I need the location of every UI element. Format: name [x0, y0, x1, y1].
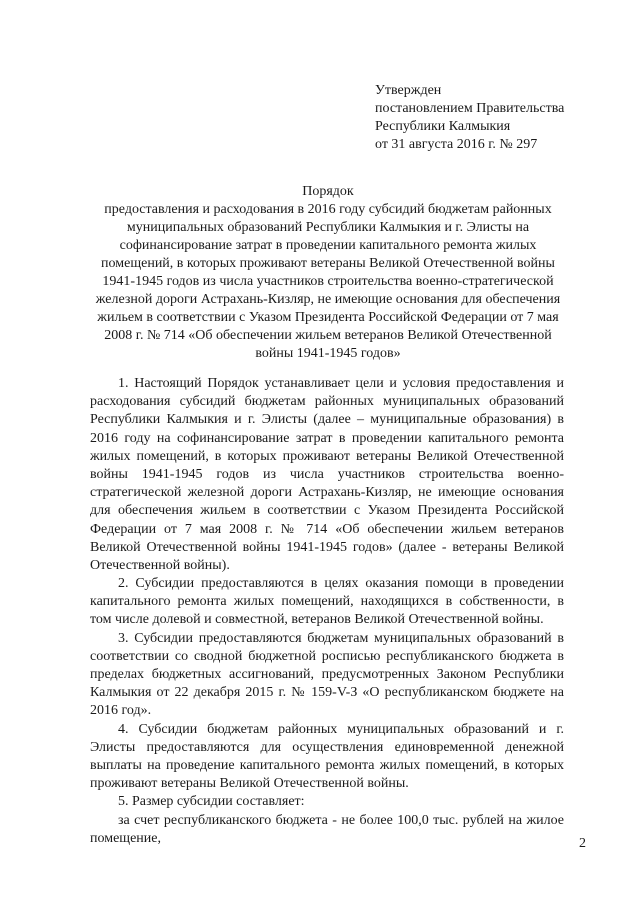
document-title: Порядок	[302, 184, 354, 199]
body-line: 1. Настоящий Порядок устанавливает цели и условия предоставления и	[118, 376, 564, 391]
subtitle-line: жильем в соответствии с Указом Президента Российской Федерации от 7 мая	[97, 310, 559, 325]
body-line: помещение,	[90, 830, 161, 846]
body-line: 3. Субсидии предоставляются бюджетам муниципальных образований в	[118, 630, 564, 646]
body-line: Элисты предоставляются для осуществления единовременной денежной	[90, 739, 564, 755]
body-line: войны 1941-1945 годов из числа участников строительства военно-	[90, 466, 564, 482]
body-line: Отечественной войны).	[90, 557, 230, 573]
body-line: жилых помещений, в которых проживают ветераны Великой Отечественной	[90, 448, 564, 464]
body-line: за счет республиканского бюджета - не более 100,0 тыс. рублей на жилое	[118, 812, 564, 828]
page-number: 2	[579, 836, 586, 851]
subtitle-line: железной дороги Астрахань-Кизляр, не имеющие основания для обеспечения	[95, 292, 561, 307]
body-line: капитального ремонта жилых помещений, находящихся в собственности, в	[90, 594, 564, 610]
body-line: для обеспечения жильем в соответствии с Указом Президента Российской	[90, 503, 564, 519]
body-line: выплаты на проведение капитального ремонта жилых помещений, в которых	[90, 757, 564, 773]
approval-line: Утвержден	[375, 83, 442, 98]
subtitle-line: 2008 г. № 714 «Об обеспечении жильем ветеранов Великой Отечественной	[104, 328, 552, 343]
body-line: 4. Субсидии бюджетам районных муниципальных образований и г.	[118, 721, 564, 737]
body-line: Федерации от 7 мая 2008 г. № 714 «Об обеспечении жильем ветеранов	[90, 521, 564, 537]
approval-date-line: от 31 августа 2016 г. № 297	[375, 137, 538, 152]
subtitle-line: предоставления и расходования в 2016 году субсидий бюджетам районных	[104, 202, 552, 217]
subtitle-line: войны 1941-1945 годов»	[255, 346, 401, 361]
subtitle-line: помещений, в которых проживают ветераны Великой Отечественной войны	[101, 256, 555, 271]
body-line: 2016 год».	[90, 703, 152, 719]
body-line: Республики Калмыкия и г. Элисты (далее – муниципальные образования) в	[90, 412, 564, 428]
body-line: пределах бюджетных ассигнований, предусмотренных Законом Республики	[90, 667, 564, 682]
body-line: проживают ветераны Великой Отечественной войны.	[90, 776, 409, 792]
body-line: 2. Субсидии предоставляются в целях оказания помощи в проведении	[118, 576, 564, 592]
body-line: том числе долевой и совместной, ветеранов Великой Отечественной войны.	[90, 612, 544, 628]
subtitle-line: 1941-1945 годов из числа участников строительства военно-стратегической	[102, 274, 554, 289]
body-line: расходования субсидий бюджетам районных муниципальных образований	[90, 394, 564, 410]
body-line: соответствии со сводной бюджетной росписью республиканского бюджета в	[90, 648, 564, 664]
body-line: 2016 году на софинансирование затрат в проведении капитального ремонта	[90, 430, 564, 446]
approval-stamp	[375, 82, 564, 154]
subtitle-line: муниципальных образований Республики Калмыкия и г. Элисты на	[126, 220, 530, 235]
body-line: стратегической железной дороги Астрахань-Кизляр, не имеющие основания	[90, 485, 564, 501]
body-line: 5. Размер субсидии составляет:	[118, 794, 305, 810]
body-line: Великой Отечественной войны 1941-1945 годов» (далее - ветераны Великой	[90, 539, 564, 555]
approval-line: Республики Калмыкия	[375, 119, 511, 134]
document-body	[90, 375, 564, 848]
body-line: Калмыкия от 22 декабря 2015 г. № 159-V-З «О республиканском бюджете на	[90, 685, 564, 701]
subtitle-line: софинансирование затрат в проведении капитального ремонта жилых	[119, 238, 537, 253]
approval-line: постановлением Правительства	[375, 101, 565, 116]
document-subtitle	[88, 201, 568, 363]
